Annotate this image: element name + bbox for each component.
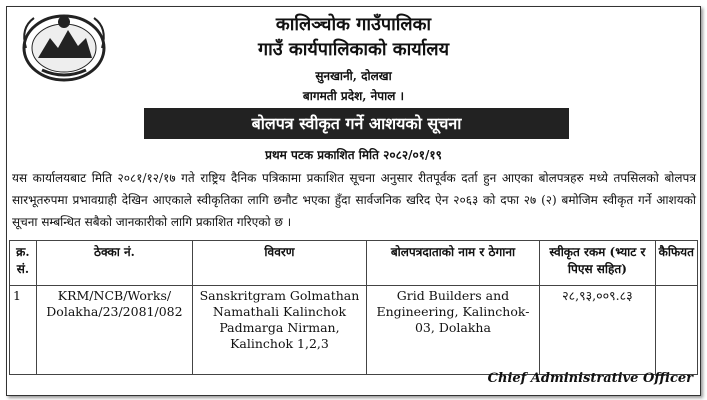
header-bidder: बोलपत्रदाताको नाम र ठेगाना [366, 241, 539, 286]
header-amount: स्वीकृत रकम (भ्याट र पिएस सहित) [540, 241, 655, 286]
signatory-title: Chief Administrative Officer [487, 371, 693, 386]
cell-remarks [655, 286, 697, 375]
table-header-row [10, 241, 698, 286]
notice-banner: बोलपत्र स्वीकृत गर्ने आशयको सूचना [144, 108, 569, 139]
municipality-title: कालिञ्चोक गाउँपालिका [275, 14, 432, 35]
province-country: बागमती प्रदेश, नेपाल । [302, 89, 405, 103]
office-title: गाउँ कार्यपालिकाको कार्यालय [257, 39, 450, 60]
cell-amount: २८,९३,००९.८३ [540, 286, 655, 375]
cell-sn: 1 [10, 286, 37, 375]
published-date: प्रथम पटक प्रकाशित मिति २०८२/०१/१९ [265, 148, 442, 162]
office-address: सुनखानी, दोलखा [315, 69, 392, 83]
notice-body: यस कार्यालयबाट मिति २०८१/१२/१७ गते राष्ट्रिय दैनिक पत्रिकामा प्रकाशित सूचना अनुसार रीतपूर्वक दर्ता हुन आएका बोलपत्रहरु मध्ये तपसिलको बोलपत्र सारभूतरुपमा प्रभावग्राही देखिन आएकाले स्वीकृतिका लागि छनौट भएका हुँदा सार्वजनिक खरिद ऐन २०६३ को दफा २७ (२) बमोजिम स्वीकृत गर्ने आशयको सूचना सम्बन्धित सबैको जानकारीको लागि प्रकाशित गरिएको छ । [12, 171, 696, 229]
cell-contract: KRM/NCB/Works/ Dolakha/23/2081/082 [36, 286, 192, 375]
cell-description: Sanskritgram Golmathan Namathali Kalinchok Padmarga Nirman, Kalinchok 1,2,3 [193, 286, 367, 375]
header-contract: ठेक्का नं. [36, 241, 192, 286]
tender-table [9, 240, 698, 375]
header-description: विवरण [193, 241, 367, 286]
cell-bidder: Grid Builders and Engineering, Kalinchok-03, Dolakha [366, 286, 539, 375]
header-sn: क्र. सं. [10, 241, 37, 286]
header-remarks: कैफियत [655, 241, 697, 286]
table-row [10, 286, 698, 375]
